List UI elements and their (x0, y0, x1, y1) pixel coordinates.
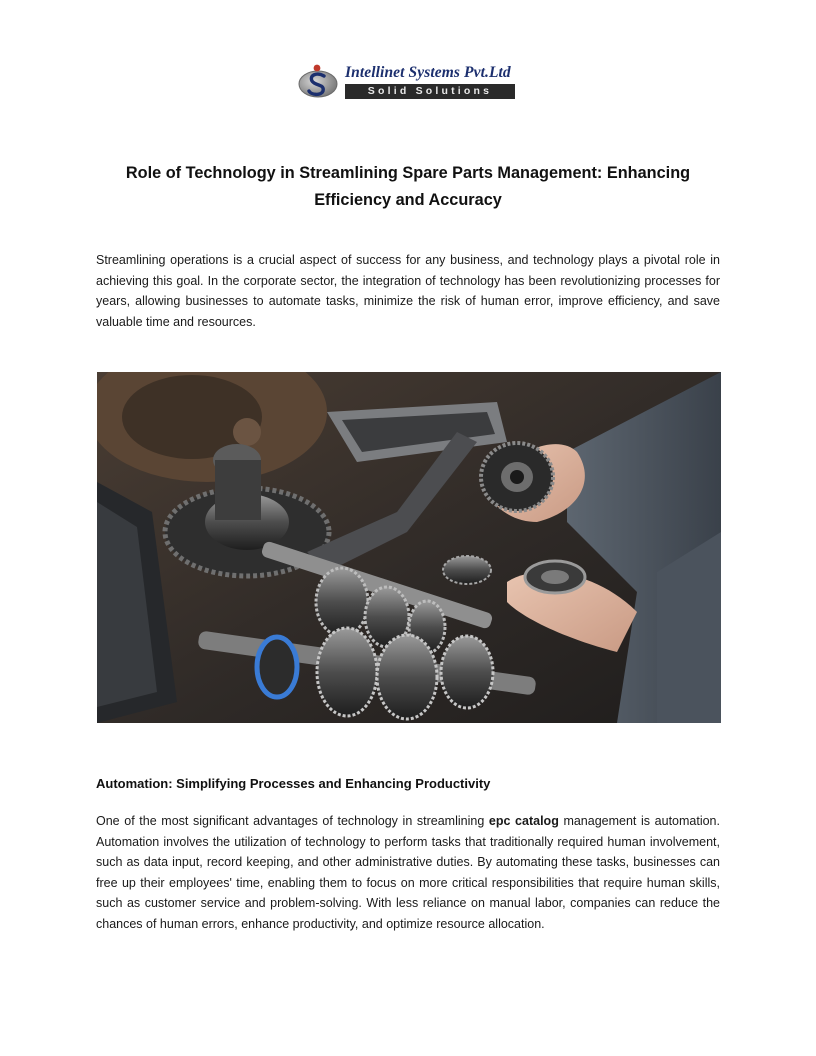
paragraph-text-start: One of the most significant advantages of technology in streamlining (96, 814, 489, 828)
paragraph-text-end: management is automation. Automation involves the utilization of technology to perform tasks that traditionally required human involvement, such as data input, record keeping, and other administrative duties. By automating these tasks, businesses can free up their employees' time, enabling them to focus on more critical responsibilities that require human skills, such as customer service and problem-solving. With less reliance on manual labor, companies can reduce the chances of human errors, enhance productivity, and optimize resource allocation. (96, 814, 720, 931)
section-heading-automation: Automation: Simplifying Processes and Enhancing Productivity (96, 776, 491, 791)
logo-tagline: Solid Solutions (345, 84, 515, 99)
logo-emblem-icon (297, 62, 341, 100)
logo-company-name: Intellinet Systems Pvt.Ltd (345, 64, 511, 81)
spare-parts-photo (97, 372, 721, 723)
page-title: Role of Technology in Streamlining Spare Parts Management: Enhancing Efficiency and Accuracy (125, 164, 691, 209)
epc-catalog-keyword: epc catalog (488, 814, 559, 828)
intro-paragraph: Streamlining operations is a crucial aspect of success for any business, and technology plays a pivotal role in achieving this goal. In the corporate sector, the integration of technology has been revolutionizing processes for years, allowing businesses to automate tasks, minimize the risk of human error, improve efficiency, and save valuable time and resources. (96, 253, 720, 329)
company-logo (297, 60, 521, 102)
gears-illustration (97, 372, 721, 723)
automation-paragraph (96, 811, 720, 935)
